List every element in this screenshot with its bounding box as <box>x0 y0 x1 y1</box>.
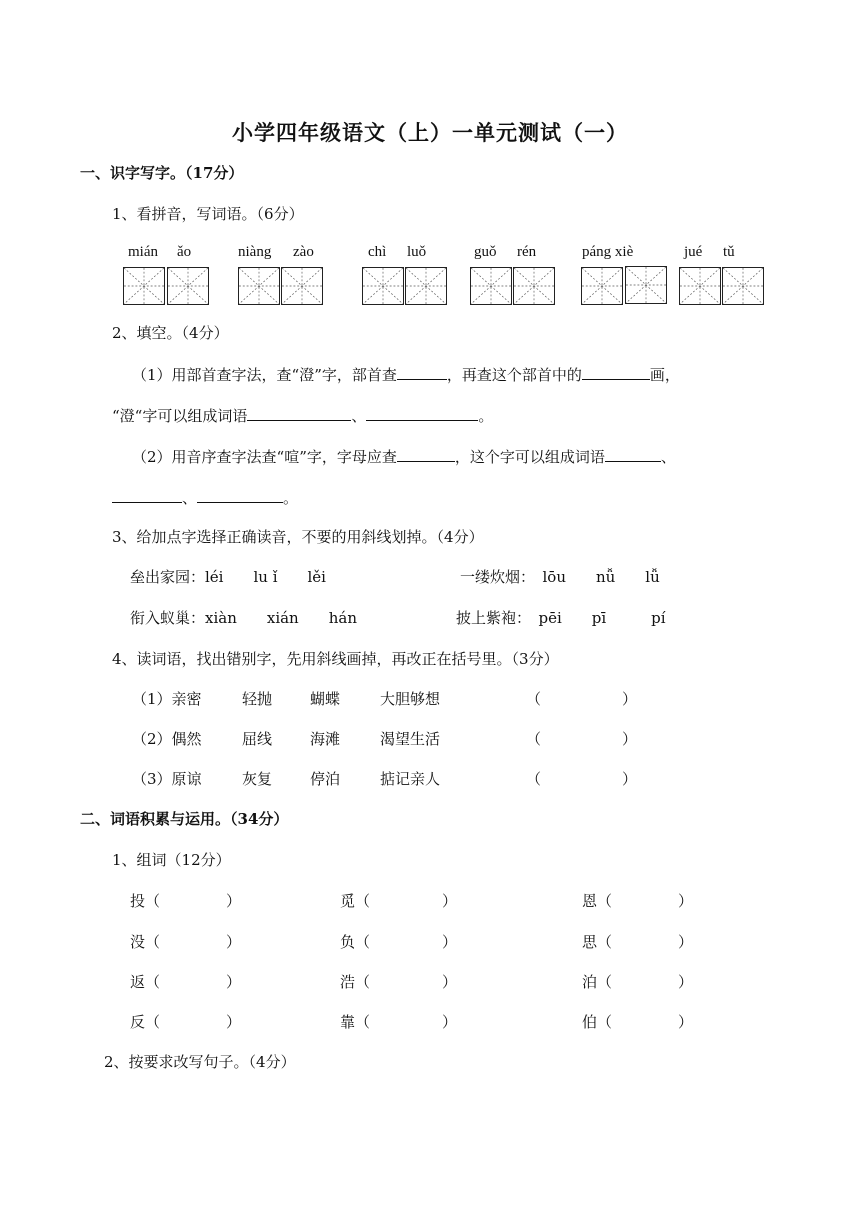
word-prompt: 浩（ <box>340 973 371 991</box>
answer-blank[interactable] <box>197 488 283 503</box>
tian-zi-ge-box[interactable] <box>238 267 280 305</box>
close-paren: ） <box>678 973 694 991</box>
q2-line2-text-a: “澄“字可以组成词语 <box>112 407 248 425</box>
pinyin-2b: zào <box>293 244 314 260</box>
word-prompt: 返（ <box>130 973 161 991</box>
q4-word: 蝴蝶 <box>310 690 341 708</box>
q3-label: 3、给加点字选择正确读音，不要的用斜线划掉。（4分） <box>112 528 484 546</box>
q2-label: 2、填空。（4分） <box>112 324 229 342</box>
tian-zi-ge-box[interactable] <box>405 267 447 305</box>
q2-line4 <box>112 487 298 508</box>
close-paren: ） <box>442 933 458 951</box>
word-prompt: 觅（ <box>340 892 371 910</box>
q2-line2-text-b: 、 <box>351 407 367 425</box>
q2-line4-text-b: 。 <box>283 489 299 507</box>
s2-q2-label: 2、按要求改写句子。（4分） <box>104 1053 296 1071</box>
q4-word: 屈线 <box>242 730 273 748</box>
q2-line1 <box>132 364 680 385</box>
s2-q1-label: 1、组词（12分） <box>112 851 231 869</box>
word-prompt: 泊（ <box>582 973 613 991</box>
answer-blank[interactable] <box>112 488 182 503</box>
q2-line1-text-c: 画， <box>649 366 680 384</box>
section-2-heading: 二、词语积累与运用。（34分） <box>80 810 289 828</box>
q2-line3 <box>132 446 676 467</box>
pinyin-5a: páng xiè <box>582 244 634 260</box>
q3-row1-right: 一缕炊烟： lōu nǚ lǚ <box>460 568 660 586</box>
pinyin-3a: chì <box>368 244 387 260</box>
pinyin-4b: rén <box>517 244 537 260</box>
close-paren: ） <box>678 1013 694 1031</box>
page-title: 小学四年级语文（上）一单元测试（一） <box>232 120 628 145</box>
close-paren: ） <box>622 770 638 788</box>
close-paren: ） <box>442 892 458 910</box>
word-prompt: 伯（ <box>582 1013 613 1031</box>
q2-line2-text-c: 。 <box>478 407 494 425</box>
close-paren: ） <box>226 892 242 910</box>
tian-zi-ge-box[interactable] <box>123 267 165 305</box>
q2-line1-text-a: （1）用部首查字法，查“澄”字，部首查 <box>132 366 397 384</box>
word-prompt: 负（ <box>340 933 371 951</box>
tian-zi-ge-box[interactable] <box>581 267 623 305</box>
answer-blank[interactable] <box>605 447 661 462</box>
pinyin-1a: mián <box>128 244 158 260</box>
tian-zi-ge-box[interactable] <box>470 267 512 305</box>
q4-word: （2）偶然 <box>132 730 202 748</box>
close-paren: ） <box>442 973 458 991</box>
word-prompt: 恩（ <box>582 892 613 910</box>
word-prompt: 靠（ <box>340 1013 371 1031</box>
answer-blank[interactable] <box>397 365 447 380</box>
q4-word: 停泊 <box>310 770 341 788</box>
q4-word: 海滩 <box>310 730 341 748</box>
close-paren: ） <box>622 730 638 748</box>
q1-label: 1、看拼音，写词语。（6分） <box>112 205 304 223</box>
q4-word: 大胆够想 <box>380 690 441 708</box>
tian-zi-ge-box[interactable] <box>625 266 667 304</box>
tian-zi-ge-box[interactable] <box>167 267 209 305</box>
pinyin-4a: guǒ <box>474 244 497 260</box>
close-paren: ） <box>442 1013 458 1031</box>
word-prompt: 没（ <box>130 933 161 951</box>
open-paren: （ <box>526 770 542 788</box>
word-prompt: 思（ <box>582 933 613 951</box>
open-paren: （ <box>526 690 542 708</box>
answer-blank[interactable] <box>582 365 650 380</box>
close-paren: ） <box>622 690 638 708</box>
pinyin-6a: jué <box>684 244 703 260</box>
tian-zi-ge-box[interactable] <box>679 267 721 305</box>
q4-word: （3）原谅 <box>132 770 202 788</box>
answer-blank[interactable] <box>247 406 351 421</box>
word-prompt: 投（ <box>130 892 161 910</box>
q4-word: （1）亲密 <box>132 690 202 708</box>
q4-word: 轻抛 <box>242 690 273 708</box>
q2-line1-text-b: ，再查这个部首中的 <box>446 366 582 384</box>
q4-word: 渴望生活 <box>380 730 441 748</box>
section-1-heading: 一、识字写字。（17分） <box>80 164 244 182</box>
answer-blank[interactable] <box>366 406 478 421</box>
close-paren: ） <box>678 892 694 910</box>
tian-zi-ge-box[interactable] <box>722 267 764 305</box>
q2-line3-text-b: ，这个字可以组成词语 <box>454 448 605 466</box>
answer-blank[interactable] <box>397 447 455 462</box>
q4-word: 掂记亲人 <box>380 770 441 788</box>
q4-label: 4、读词语，找出错别字，先用斜线画掉，再改正在括号里。（3分） <box>112 650 559 668</box>
pinyin-3b: luǒ <box>407 244 427 260</box>
q3-row2-right: 披上紫袍： pēi pī pí <box>456 609 666 627</box>
close-paren: ） <box>678 933 694 951</box>
tian-zi-ge-box[interactable] <box>281 267 323 305</box>
pinyin-6b: tǔ <box>723 244 735 260</box>
close-paren: ） <box>226 1013 242 1031</box>
word-prompt: 反（ <box>130 1013 161 1031</box>
q3-row2-left: 衔入蚁巢：xiàn xián hán <box>130 609 357 627</box>
q2-line4-text-a: 、 <box>182 489 198 507</box>
q3-row1-left: 垒出家园：léi lu ǐ lěi <box>130 568 326 586</box>
open-paren: （ <box>526 730 542 748</box>
pinyin-2a: niàng <box>238 244 272 260</box>
close-paren: ） <box>226 933 242 951</box>
pinyin-1b: ǎo <box>177 244 192 260</box>
tian-zi-ge-box[interactable] <box>513 267 555 305</box>
tian-zi-ge-box[interactable] <box>362 267 404 305</box>
q2-line3-text-a: （2）用音序查字法查“喧”字，字母应查 <box>132 448 397 466</box>
close-paren: ） <box>226 973 242 991</box>
q2-line3-text-c: 、 <box>660 448 676 466</box>
q4-word: 灰复 <box>242 770 273 788</box>
q2-line2 <box>112 405 493 426</box>
